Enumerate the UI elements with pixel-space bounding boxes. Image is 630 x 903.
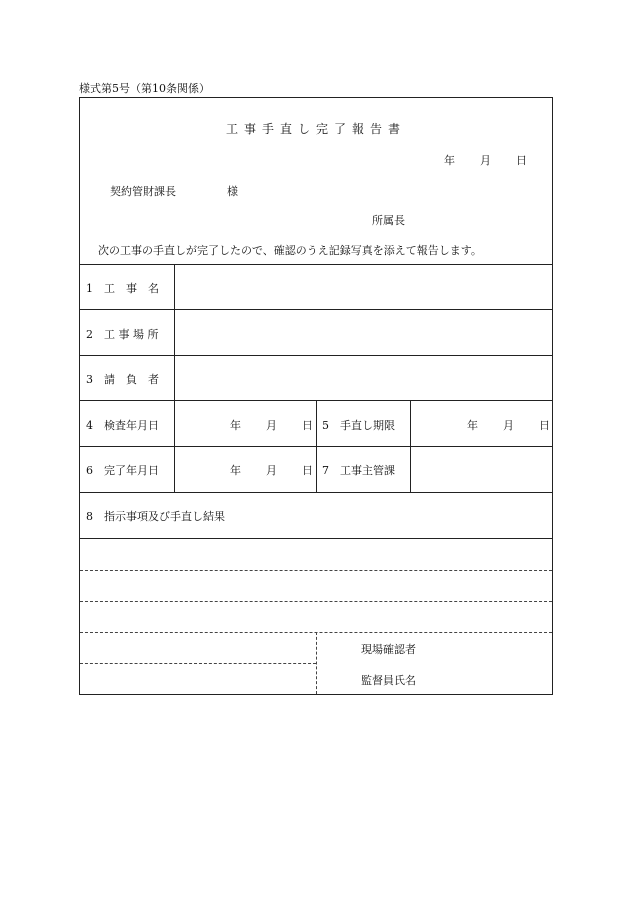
- dashed-divider: [80, 570, 552, 571]
- label-contractor: 3 請 負 者: [86, 373, 159, 386]
- report-form: [79, 97, 553, 695]
- dashed-divider: [80, 601, 552, 602]
- column-divider: [174, 264, 175, 492]
- divider: [80, 355, 552, 356]
- sender: 所属長: [372, 214, 405, 227]
- divider: [80, 264, 552, 265]
- label-supervisor-section: 7 工事主管課: [322, 464, 395, 477]
- label-instructions: 8 指示事項及び手直し結果: [86, 510, 225, 523]
- form-number-label: 様式第5号（第10条関係）: [79, 82, 210, 95]
- deadline-day-unit: 日: [539, 419, 550, 432]
- header-date-month: 月: [480, 154, 491, 167]
- inspection-year-unit: 年: [230, 419, 241, 432]
- divider: [80, 492, 552, 493]
- column-divider: [316, 400, 317, 492]
- label-inspection-date: 4 検査年月日: [86, 419, 159, 432]
- deadline-year-unit: 年: [467, 419, 478, 432]
- dashed-divider: [80, 663, 316, 664]
- divider: [80, 309, 552, 310]
- report-statement: 次の工事の手直しが完了したので、確認のうえ記録写真を添えて報告します。: [98, 244, 482, 257]
- completion-day-unit: 日: [302, 464, 313, 477]
- completion-month-unit: 月: [266, 464, 277, 477]
- completion-year-unit: 年: [230, 464, 241, 477]
- honorific: 様: [227, 185, 238, 198]
- supervisor-name-label: 監督員氏名: [361, 674, 416, 687]
- deadline-month-unit: 月: [503, 419, 514, 432]
- header-date-day: 日: [516, 154, 527, 167]
- label-construction-name: 1 工 事 名: [86, 282, 159, 295]
- divider: [80, 538, 552, 539]
- inspection-month-unit: 月: [266, 419, 277, 432]
- addressee: 契約管財課長: [110, 185, 176, 198]
- label-repair-deadline: 5 手直し期限: [322, 419, 395, 432]
- document-title: 工事手直し完了報告書: [225, 122, 406, 136]
- column-divider: [410, 400, 411, 492]
- label-construction-site: 2 工 事 場 所: [86, 328, 159, 341]
- label-completion-date: 6 完了年月日: [86, 464, 159, 477]
- inspection-day-unit: 日: [302, 419, 313, 432]
- header-date-year: 年: [444, 154, 455, 167]
- column-dashed-divider: [316, 632, 317, 694]
- site-confirmer-label: 現場確認者: [361, 643, 416, 656]
